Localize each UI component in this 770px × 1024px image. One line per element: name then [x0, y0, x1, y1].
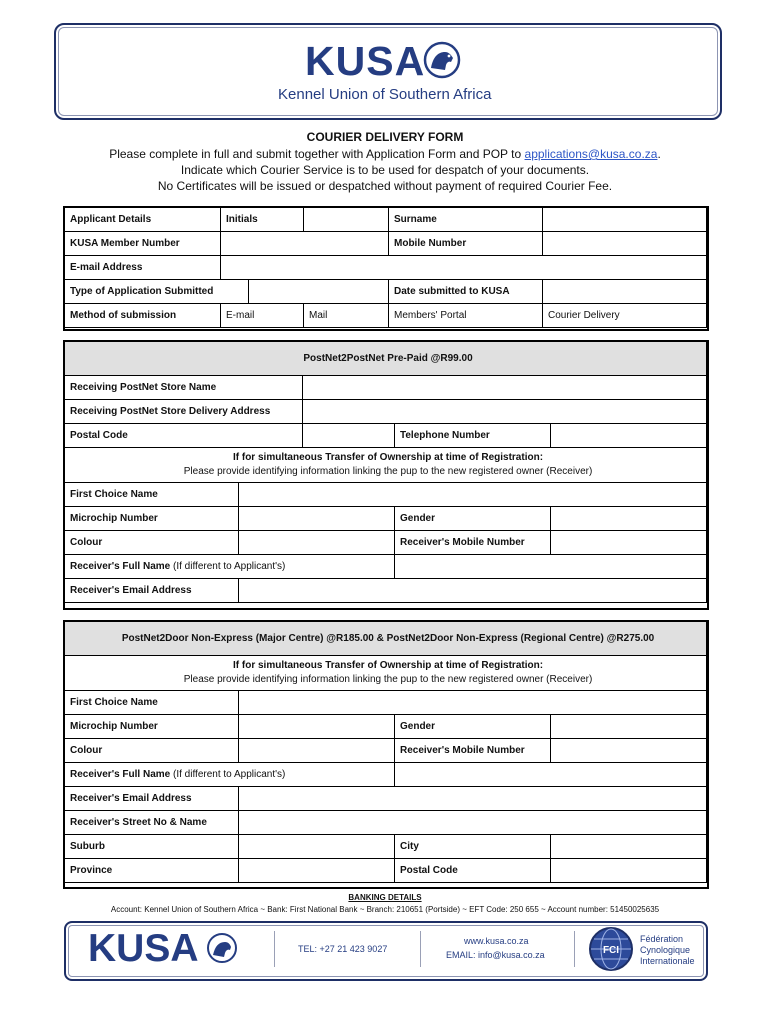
door-microchip-field[interactable]: [239, 715, 395, 739]
label-date-submitted: Date submitted to KUSA: [389, 280, 543, 304]
door-postal-code-field[interactable]: [551, 859, 707, 883]
applications-email-link[interactable]: applications@kusa.co.za: [524, 147, 658, 161]
label-receiver-full-name: Receiver's Full Name (If different to Applicant's): [65, 555, 395, 579]
store-address-field[interactable]: [303, 400, 707, 424]
door-table: [64, 621, 707, 883]
postnet-heading: PostNet2PostNet Pre-Paid @R99.00: [65, 342, 707, 376]
label-postal-code: Postal Code: [65, 424, 303, 448]
door-receiver-full-name-field[interactable]: [395, 763, 707, 787]
store-name-field[interactable]: [303, 376, 707, 400]
label-receiver-email: Receiver's Email Address: [65, 579, 239, 603]
door-heading: PostNet2Door Non-Express (Major Centre) @R185.00 & PostNet2Door Non-Express (Regional Centre) @R275.00: [65, 622, 707, 656]
label-type-application: Type of Application Submitted: [65, 280, 249, 304]
form-title: COURIER DELIVERY FORM: [306, 130, 464, 144]
footer-website[interactable]: www.kusa.co.za: [464, 936, 529, 946]
label-mobile-number: Mobile Number: [389, 232, 543, 256]
member-number-field[interactable]: [221, 232, 389, 256]
fci-globe-icon: [588, 926, 634, 972]
label-email-address: E-mail Address: [65, 256, 221, 280]
door-colour-field[interactable]: [239, 739, 395, 763]
door-label-receiver-mobile: Receiver's Mobile Number: [395, 739, 551, 763]
door-first-choice-field[interactable]: [239, 691, 707, 715]
label-colour: Colour: [65, 531, 239, 555]
door-suburb-field[interactable]: [239, 835, 395, 859]
label-initials: Initials: [221, 208, 304, 232]
email-address-field[interactable]: [221, 256, 707, 280]
fci-badge-text: FCI: [602, 945, 620, 956]
door-receiver-email-field[interactable]: [239, 787, 707, 811]
door-label-first-choice: First Choice Name: [65, 691, 239, 715]
date-submitted-field[interactable]: [543, 280, 707, 304]
door-label-suburb: Suburb: [65, 835, 239, 859]
footer-divider: [420, 931, 421, 967]
door-label-province: Province: [65, 859, 239, 883]
first-choice-field[interactable]: [239, 483, 707, 507]
label-applicant-details: Applicant Details: [65, 208, 221, 232]
footer-email[interactable]: EMAIL: info@kusa.co.za: [446, 950, 545, 960]
postal-code-field[interactable]: [303, 424, 395, 448]
door-transfer-note: If for simultaneous Transfer of Ownership at time of Registration: Please provide identifying information linking the pup to the new registered owner (Receiver): [65, 656, 707, 691]
door-label-postal-code: Postal Code: [395, 859, 551, 883]
intro-line-1: Please complete in full and submit together with Application Form and POP to applications@kusa.co.za.: [109, 147, 661, 161]
method-option-courier[interactable]: Courier Delivery: [543, 304, 707, 328]
footer-telephone: TEL: +27 21 423 9027: [298, 944, 388, 954]
receiver-mobile-field[interactable]: [551, 531, 707, 555]
door-label-microchip: Microchip Number: [65, 715, 239, 739]
initials-field[interactable]: [304, 208, 389, 232]
door-label-receiver-email: Receiver's Email Address: [65, 787, 239, 811]
door-gender-field[interactable]: [551, 715, 707, 739]
fci-name: Fédération Cynologique Internationale: [640, 934, 695, 966]
footer-kusa-logo: KUSA: [88, 927, 199, 970]
receiver-full-name-field[interactable]: [395, 555, 707, 579]
label-member-number: KUSA Member Number: [65, 232, 221, 256]
kusa-subtitle: Kennel Union of Southern Africa: [278, 86, 492, 103]
dog-emblem-icon: [420, 41, 466, 79]
door-label-city: City: [395, 835, 551, 859]
label-store-address: Receiving PostNet Store Delivery Address: [65, 400, 303, 424]
applicant-table: [64, 207, 707, 328]
label-receiver-mobile: Receiver's Mobile Number: [395, 531, 551, 555]
footer-divider: [274, 931, 275, 967]
microchip-field[interactable]: [239, 507, 395, 531]
label-gender: Gender: [395, 507, 551, 531]
label-microchip: Microchip Number: [65, 507, 239, 531]
kusa-logo-text: KUSA: [305, 38, 426, 84]
banking-title: BANKING DETAILS: [348, 893, 422, 902]
receiver-email-field[interactable]: [239, 579, 707, 603]
label-surname: Surname: [389, 208, 543, 232]
label-store-name: Receiving PostNet Store Name: [65, 376, 303, 400]
telephone-field[interactable]: [551, 424, 707, 448]
door-city-field[interactable]: [551, 835, 707, 859]
door-receiver-mobile-field[interactable]: [551, 739, 707, 763]
door-province-field[interactable]: [239, 859, 395, 883]
postnet-table: [64, 341, 707, 603]
method-option-portal[interactable]: Members' Portal: [389, 304, 543, 328]
footer-dog-icon: [204, 932, 240, 964]
footer-divider: [574, 931, 575, 967]
banking-details: Account: Kennel Union of Southern Africa ~ Bank: First National Bank ~ Branch: 210651 (Portside) ~ EFT Code: 250 655 ~ Account number: 51450025635: [110, 905, 660, 914]
door-street-field[interactable]: [239, 811, 707, 835]
method-option-email[interactable]: E-mail: [221, 304, 304, 328]
mobile-number-field[interactable]: [543, 232, 707, 256]
intro-line-2: Indicate which Courier Service is to be used for despatch of your documents.: [180, 163, 590, 177]
transfer-note: If for simultaneous Transfer of Ownership at time of Registration: Please provide identifying information linking the pup to the new registered owner (Receiver): [65, 448, 707, 483]
type-application-field[interactable]: [249, 280, 389, 304]
label-first-choice: First Choice Name: [65, 483, 239, 507]
gender-field[interactable]: [551, 507, 707, 531]
surname-field[interactable]: [543, 208, 707, 232]
door-label-street: Receiver's Street No & Name: [65, 811, 239, 835]
label-method-submission: Method of submission: [65, 304, 221, 328]
door-label-gender: Gender: [395, 715, 551, 739]
door-label-colour: Colour: [65, 739, 239, 763]
colour-field[interactable]: [239, 531, 395, 555]
method-option-mail[interactable]: Mail: [304, 304, 389, 328]
door-label-receiver-full-name: Receiver's Full Name (If different to Applicant's): [65, 763, 395, 787]
label-telephone: Telephone Number: [395, 424, 551, 448]
intro-line-3: No Certificates will be issued or despatched without payment of required Courier Fee.: [157, 179, 613, 193]
